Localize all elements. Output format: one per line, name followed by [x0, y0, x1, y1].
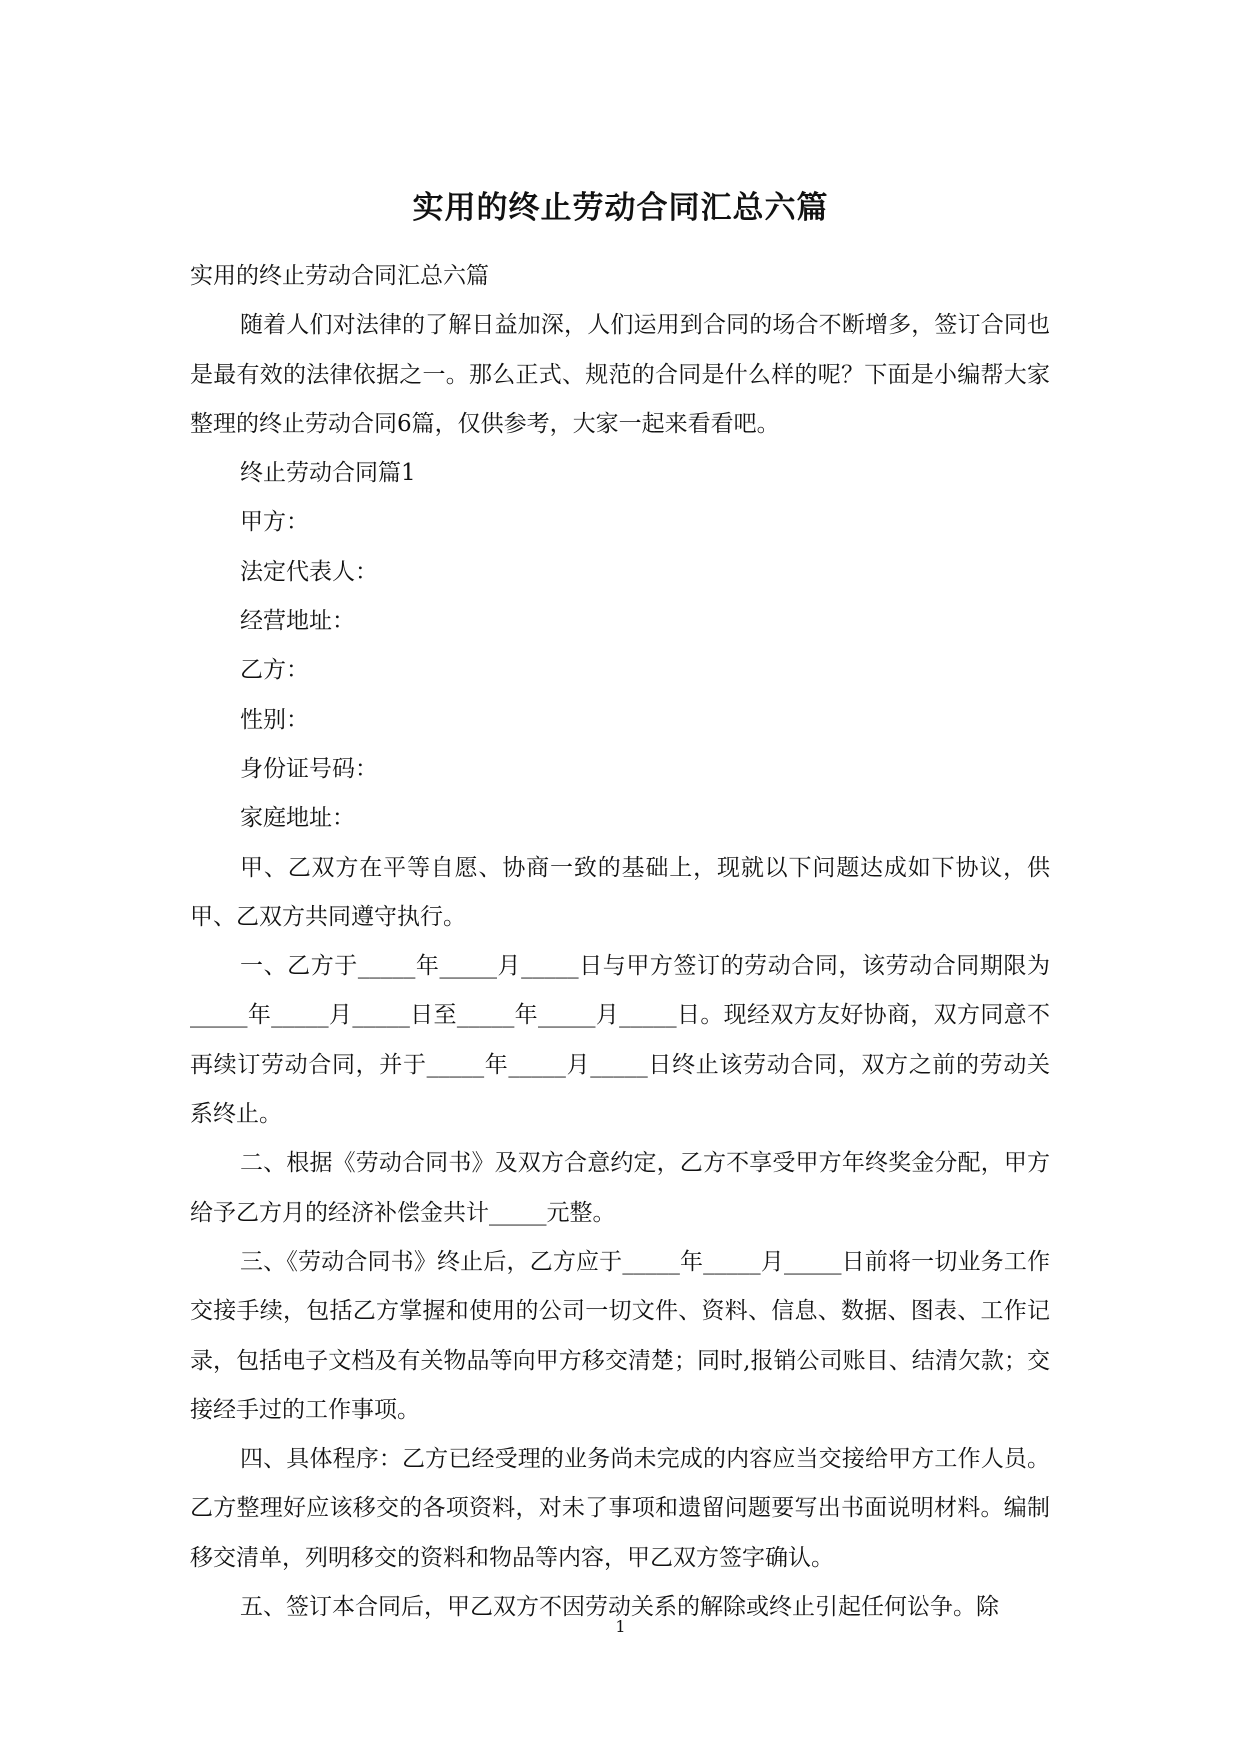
field-id-number: 身份证号码：: [240, 755, 378, 782]
page-number: 1: [615, 1617, 626, 1636]
clause-2: 二、根据《劳动合同书》及双方合意约定，乙方不享受甲方年终奖金分配，甲方给予乙方月的经济补偿金共计_____元整。: [190, 1150, 1050, 1226]
agreement-intro-paragraph: 甲、乙双方在平等自愿、协商一致的基础上，现就以下问题达成如下协议，供甲、乙双方共同遵守执行。: [190, 854, 1050, 930]
field-party-a: 甲方：: [240, 509, 309, 536]
clause-4: 四、具体程序：乙方已经受理的业务尚未完成的内容应当交接给甲方工作人员。乙方整理好应该移交的各项资料，对未了事项和遗留问题要写出书面说明材料。编制移交清单，列明移交的资料和物品等内容，甲乙双方签字确认。: [190, 1446, 1050, 1571]
section-heading: 终止劳动合同篇1: [240, 460, 416, 487]
field-party-b: 乙方：: [240, 657, 309, 684]
field-home-address: 家庭地址：: [240, 805, 355, 832]
field-legal-representative: 法定代表人：: [240, 558, 378, 585]
field-business-address: 经营地址：: [240, 608, 355, 635]
document-title: 实用的终止劳动合同汇总六篇: [412, 190, 829, 226]
clause-5: 五、签订本合同后，甲乙双方不因劳动关系的解除或终止引起任何讼争。除: [240, 1594, 999, 1621]
clause-3: 三、《劳动合同书》终止后，乙方应于_____年_____月_____日前将一切业务工作交接手续，包括乙方掌握和使用的公司一切文件、资料、信息、数据、图表、工作记录，包括电子文档及有关物品等向甲方移交清楚；同时,报销公司账目、结清欠款；交接经手过的工作事项。: [190, 1248, 1050, 1423]
document-subtitle: 实用的终止劳动合同汇总六篇: [190, 263, 489, 289]
field-gender: 性别：: [240, 706, 309, 733]
document-body: [190, 252, 1050, 1632]
intro-paragraph: 随着人们对法律的了解日益加深，人们运用到合同的场合不断增多，签订合同也是最有效的法律依据之一。那么正式、规范的合同是什么样的呢？下面是小编帮大家整理的终止劳动合同6篇，仅供参考，大家一起来看看吧。: [190, 312, 1050, 437]
clause-1: 一、乙方于_____年_____月_____日与甲方签订的劳动合同，该劳动合同期限为_____年_____月_____日至_____年_____月_____日。现经双方友好协商，双方同意不再续订劳动合同，并于_____年_____月_____日终止该劳动合同，双方之前的劳动关系终止。: [190, 953, 1050, 1128]
